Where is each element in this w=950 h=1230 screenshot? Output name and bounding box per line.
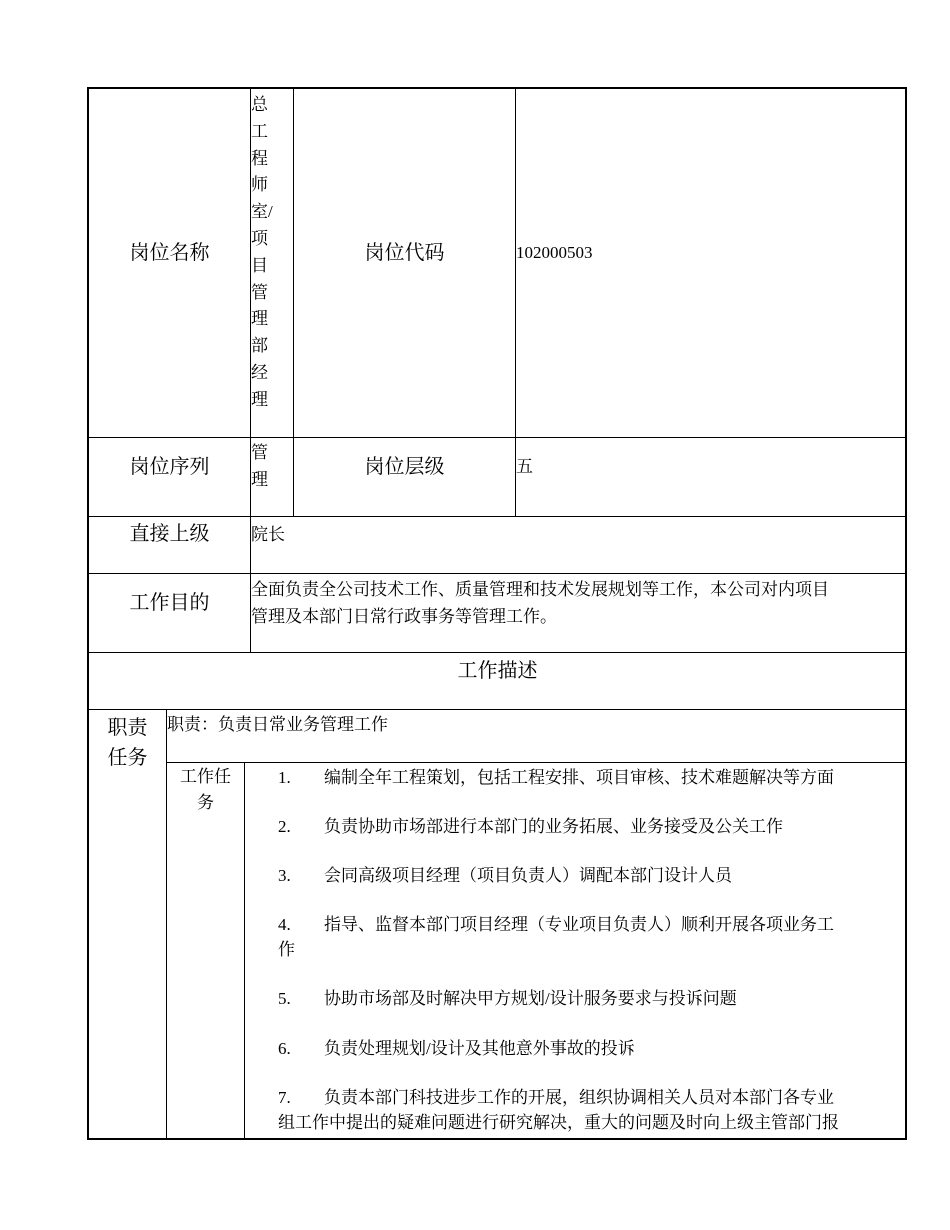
- position-name-label: 岗位名称: [129, 242, 210, 264]
- work-purpose-line-1: 全面负责全公司技术工作、质量管理和技术发展规划等工作，本公司对内项目: [251, 580, 829, 599]
- position-sequence-label: 岗位序列: [129, 456, 210, 478]
- task-item: 1. 编制全年工程策划，包括工程安排、项目审核、技术难题解决等方面: [278, 768, 834, 787]
- work-purpose-line-2: 管理及本部门日常行政事务等管理工作。: [251, 607, 557, 626]
- position-sequence-value: 管 理: [251, 443, 268, 489]
- col-divider: [293, 88, 294, 517]
- work-task-label: 工作任 务: [180, 767, 231, 812]
- task-item: 2. 负责协助市场部进行本部门的业务拓展、业务接受及公关工作: [278, 817, 783, 836]
- position-level-label: 岗位层级: [364, 456, 445, 478]
- position-name-value: 总 工 程 师 室/ 项 目 管 理 部 经 理: [251, 95, 273, 409]
- work-purpose-label: 工作目的: [129, 592, 210, 614]
- row-divider: [88, 709, 906, 710]
- task-item: 7. 负责本部门科技进步工作的开展，组织协调相关人员对本部门各专业 组工作中提出的疑难问题进行研究解决，重大的问题及时向上级主管部门报: [278, 1088, 839, 1132]
- duties-label: 职责 任务: [107, 717, 148, 769]
- row-divider: [88, 652, 906, 653]
- work-description-title: 工作描述: [457, 660, 538, 682]
- direct-superior-value: 院长: [251, 525, 285, 544]
- task-item: 4. 指导、监督本部门项目经理（专业项目负责人）顺利开展各项业务工 作: [278, 915, 834, 959]
- position-code-value: 102000503: [516, 243, 593, 262]
- row-divider: [88, 437, 906, 438]
- position-code-label: 岗位代码: [364, 242, 445, 264]
- row-divider: [88, 573, 906, 574]
- row-divider: [166, 762, 906, 763]
- task-item: 6. 负责处理规划/设计及其他意外事故的投诉: [278, 1039, 635, 1058]
- direct-superior-label: 直接上级: [129, 523, 210, 545]
- position-level-value: 五: [516, 457, 533, 476]
- row-divider: [88, 516, 906, 517]
- duty-title: 职责：负责日常业务管理工作: [167, 715, 388, 734]
- col-divider: [244, 763, 245, 1139]
- task-item: 3. 会同高级项目经理（项目负责人）调配本部门设计人员: [278, 866, 732, 885]
- task-item: 5. 协助市场部及时解决甲方规划/设计服务要求与投诉问题: [278, 989, 737, 1008]
